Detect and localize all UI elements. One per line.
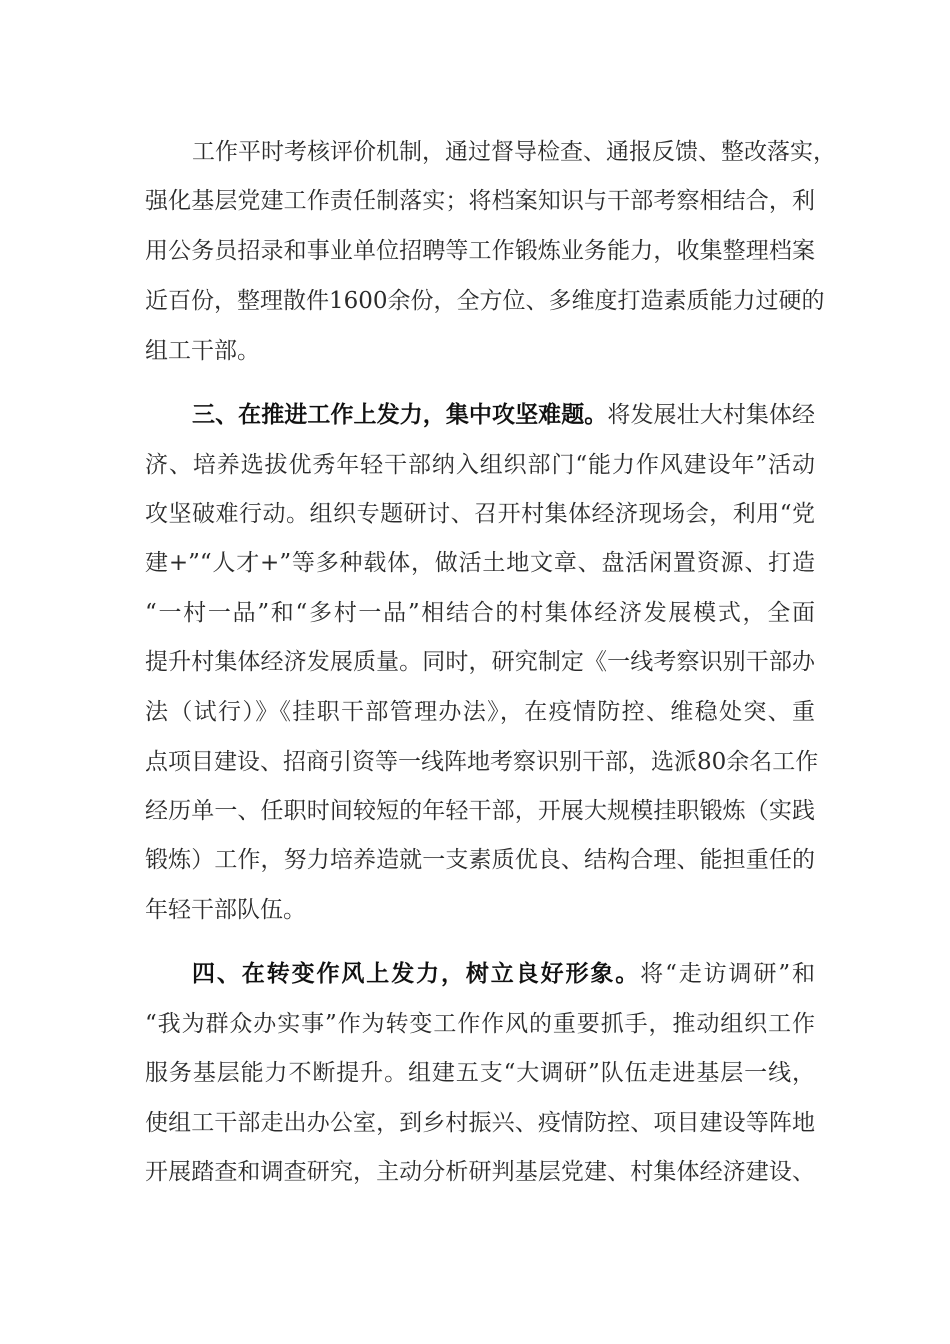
paragraph-2-line-5: “一村一品”和“多村一品”相结合的村集体经济发展模式，全面 xyxy=(145,600,815,626)
paragraph-2-line-3: 攻坚破难行动。组织专题研讨、召开村集体经济现场会，利用“党 xyxy=(145,501,815,527)
section-4-heading: 四、在转变作风上发力，树立良好形象。 xyxy=(192,960,641,987)
paragraph-3-line-4: 使组工干部走出办公室，到乡村振兴、疫情防控、项目建设等阵地 xyxy=(145,1110,815,1136)
section-3-first-line-text: 将发展壮大村集体经 xyxy=(607,402,816,428)
paragraph-2-line-6: 提升村集体经济发展质量。同时，研究制定《一线考察识别干部办 xyxy=(145,649,815,675)
paragraph-3-line-3: 服务基层能力不断提升。组建五支“大调研”队伍走进基层一线， xyxy=(145,1060,815,1086)
paragraph-2-line-4: 建+”“人才+”等多种载体，做活土地文章、盘活闲置资源、打造 xyxy=(145,550,815,576)
paragraph-2-line-8: 点项目建设、招商引资等一线阵地考察识别干部，选派80余名工作 xyxy=(145,749,819,775)
paragraph-2-line-1 xyxy=(192,398,815,432)
paragraph-2-line-7: 法（试行）》《挂职干部管理办法》，在疫情防控、维稳处突、重 xyxy=(145,699,815,725)
paragraph-2-line-9: 经历单一、任职时间较短的年轻干部，开展大规模挂职锻炼（实践 xyxy=(145,798,815,824)
paragraph-2-line-11: 年轻干部队伍。 xyxy=(145,897,306,923)
paragraph-2-line-10: 锻炼）工作，努力培养造就一支素质优良、结构合理、能担重任的 xyxy=(145,847,815,873)
paragraph-3-line-2: “我为群众办实事”作为转变工作作风的重要抓手，推动组织工作 xyxy=(145,1011,815,1037)
section-4-first-line-text: 将“走访调研”和 xyxy=(640,961,815,987)
paragraph-1-line-5: 组工干部。 xyxy=(145,338,260,364)
paragraph-1-line-1: 工作平时考核评价机制，通过督导检查、通报反馈、整改落实， xyxy=(192,139,836,165)
paragraph-1-line-3: 用公务员招录和事业单位招聘等工作锻炼业务能力，收集整理档案 xyxy=(145,238,815,264)
paragraph-3-line-5: 开展踏查和调查研究，主动分析研判基层党建、村集体经济建设、 xyxy=(145,1159,815,1185)
section-3-heading: 三、在推进工作上发力，集中攻坚难题。 xyxy=(192,401,608,428)
paragraph-1-line-4: 近百份，整理散件1600余份，全方位、多维度打造素质能力过硬的 xyxy=(145,288,825,314)
paragraph-2-line-2: 济、培养选拔优秀年轻干部纳入组织部门“能力作风建设年”活动 xyxy=(145,452,815,478)
paragraph-3-line-1 xyxy=(192,957,815,991)
paragraph-1-line-2: 强化基层党建工作责任制落实；将档案知识与干部考察相结合，利 xyxy=(145,188,815,214)
